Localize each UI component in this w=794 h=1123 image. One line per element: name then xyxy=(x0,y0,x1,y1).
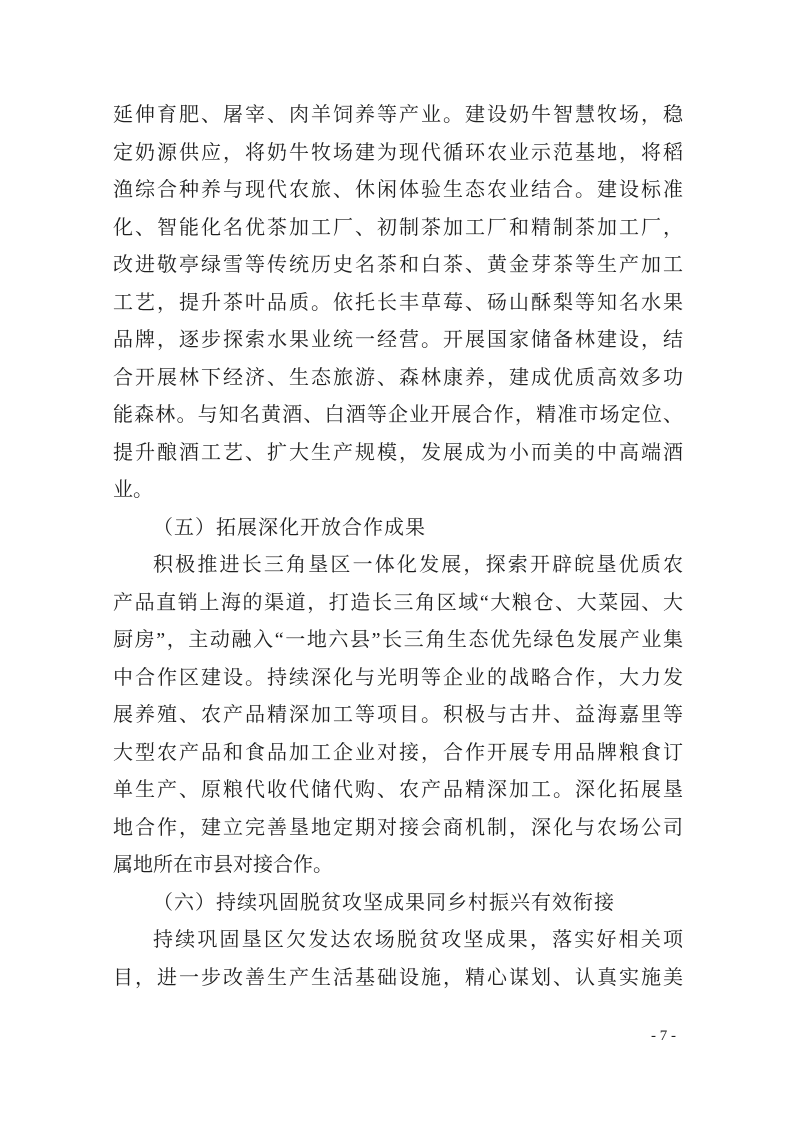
body-line: 目，进一步改善生产生活基础设施，精心谋划、认真实施美 xyxy=(113,966,683,989)
body-line: 能森林。与知名黄酒、白酒等企业开展合作，精准市场定位、 xyxy=(113,404,683,426)
document-body xyxy=(113,97,683,997)
body-line: 合开展林下经济、生态旅游、森林康养，建成优质高效多功 xyxy=(113,366,683,389)
body-line: 化、智能化名优茶加工厂、初制茶加工厂和精制茶加工厂， xyxy=(113,216,683,239)
body-line: 品牌，逐步探索水果业统一经营。开展国家储备林建设，结 xyxy=(113,329,683,351)
body-line: 单生产、原粮代收代储代购、农产品精深加工。深化拓展垦 xyxy=(113,779,683,801)
section-heading: （六）持续巩固脱贫攻坚成果同乡村振兴有效衔接 xyxy=(153,891,615,914)
body-line: 提升酿酒工艺、扩大生产规模，发展成为小而美的中高端酒 xyxy=(113,441,683,464)
body-line: 工艺，提升茶叶品质。依托长丰草莓、砀山酥梨等知名水果 xyxy=(113,291,683,314)
body-line: 改进敬亭绿雪等传统历史名茶和白茶、黄金芽茶等生产加工 xyxy=(113,254,683,276)
body-line: 大型农产品和食品加工企业对接，合作开展专用品牌粮食订 xyxy=(113,741,683,764)
body-line: 延伸育肥、屠宰、肉羊饲养等产业。建设奶牛智慧牧场，稳 xyxy=(113,104,683,126)
body-line: 厨房”，主动融入“一地六县”长三角生态优先绿色发展产业集 xyxy=(113,629,683,651)
body-line: 产品直销上海的渠道，打造长三角区域“大粮仓、大菜园、大 xyxy=(113,591,683,614)
body-line: 定奶源供应，将奶牛牧场建为现代循环农业示范基地，将稻 xyxy=(113,141,683,164)
body-line: 中合作区建设。持续深化与光明等企业的战略合作，大力发 xyxy=(113,666,683,689)
body-line: 属地所在市县对接合作。 xyxy=(113,854,333,876)
body-line: 业。 xyxy=(113,479,153,501)
body-line: 渔综合种养与现代农旅、休闲体验生态农业结合。建设标准 xyxy=(113,179,683,201)
body-line: 展养殖、农产品精深加工等项目。积极与古井、益海嘉里等 xyxy=(113,704,683,726)
page-number: - 7 - xyxy=(651,1028,676,1044)
section-heading: （五）拓展深化开放合作成果 xyxy=(153,516,426,539)
body-line: 持续巩固垦区欠发达农场脱贫攻坚成果，落实好相关项 xyxy=(153,929,683,951)
body-line: 积极推进长三角垦区一体化发展，探索开辟皖垦优质农 xyxy=(153,554,683,576)
body-line: 地合作，建立完善垦地定期对接会商机制，深化与农场公司 xyxy=(113,816,683,839)
